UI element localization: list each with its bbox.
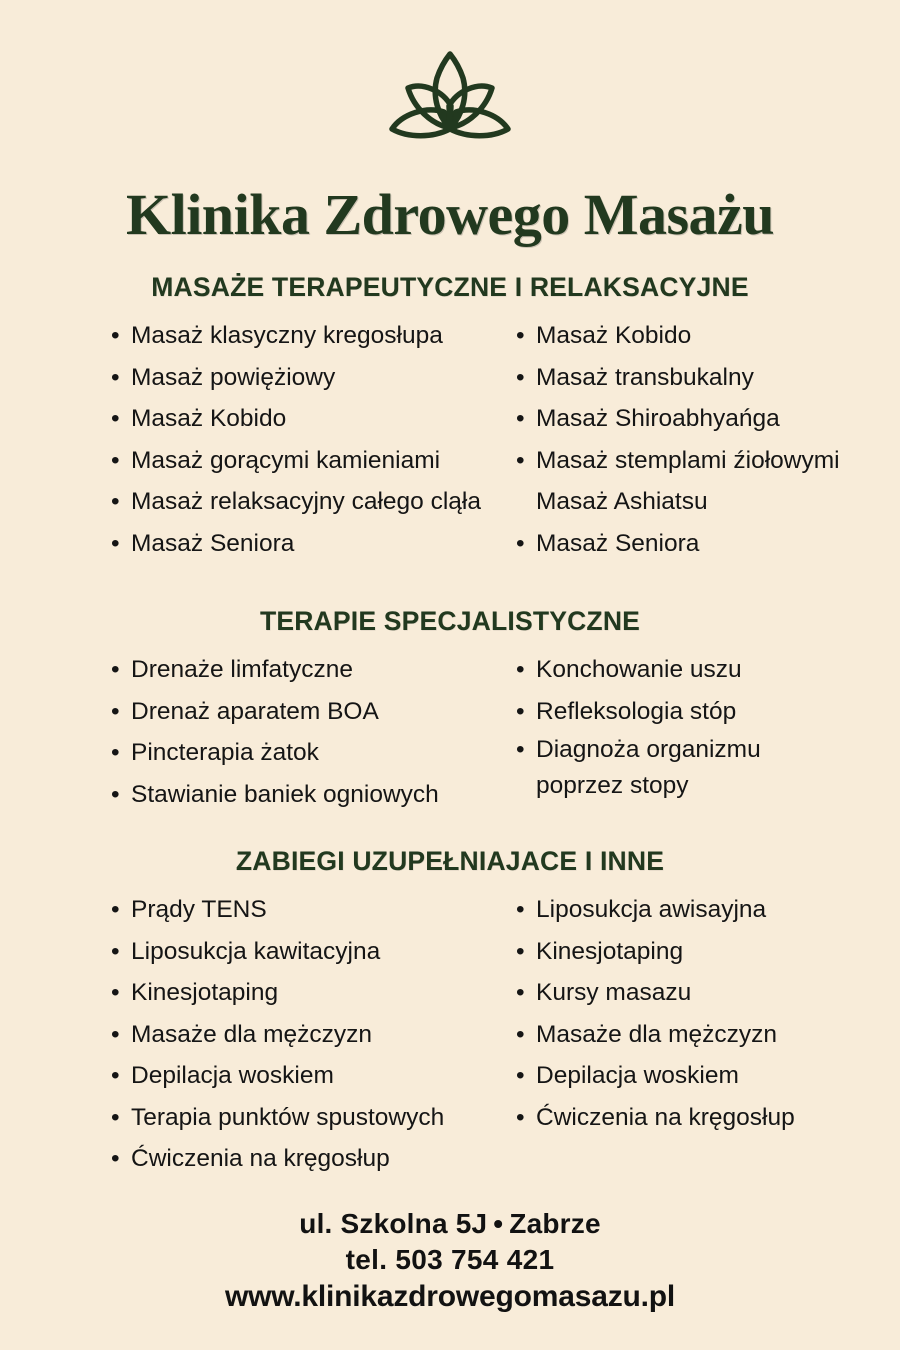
- list-item[interactable]: [515, 481, 900, 523]
- section-columns: [0, 649, 900, 829]
- list-item[interactable]: [515, 1097, 900, 1139]
- footer-dot-separator: •: [493, 1208, 504, 1239]
- bullet-icon: •: [111, 446, 120, 474]
- list-item-label: Ćwiczenia na kręgosłup: [536, 1103, 795, 1131]
- service-list-left: [110, 315, 510, 564]
- list-item[interactable]: [110, 481, 510, 523]
- list-item-label: Masaż stemplami źiołowymi: [536, 446, 840, 474]
- list-item-label: Drenaż aparatem BOA: [131, 697, 379, 725]
- bullet-icon: •: [516, 979, 525, 1006]
- bullet-icon: •: [111, 739, 120, 766]
- list-item[interactable]: [515, 357, 900, 399]
- list-item[interactable]: [110, 931, 510, 973]
- bullet-icon: •: [111, 937, 120, 965]
- list-item[interactable]: [515, 649, 900, 691]
- list-item[interactable]: [110, 889, 510, 931]
- bullet-icon: •: [516, 446, 525, 474]
- bullet-icon: •: [516, 1103, 525, 1131]
- list-item-label: Masaż Seniora: [536, 529, 700, 557]
- section-columns: [0, 889, 900, 1189]
- list-item-label: Masaż Shiroabhyańga: [536, 405, 780, 432]
- list-item[interactable]: [110, 315, 510, 357]
- list-item-label: Masaż gorącymi kamieniami: [131, 446, 441, 474]
- bullet-icon: •: [516, 697, 525, 725]
- bullet-icon: •: [111, 405, 120, 432]
- bullet-icon: •: [516, 896, 525, 923]
- list-item[interactable]: [110, 1097, 510, 1139]
- bullet-icon: •: [111, 1062, 120, 1089]
- bullet-icon: •: [516, 529, 525, 557]
- list-item-label: Masaż relaksacyjny całego cląła: [131, 488, 481, 515]
- list-item[interactable]: [515, 315, 900, 357]
- bullet-icon: •: [111, 363, 120, 391]
- bullet-icon: •: [111, 529, 120, 557]
- footer-contact: [0, 1206, 900, 1316]
- list-item-label: Prądy TENS: [131, 896, 267, 923]
- list-item[interactable]: [110, 649, 510, 691]
- list-item[interactable]: [110, 732, 510, 774]
- column-left: [110, 315, 510, 564]
- bullet-icon: •: [516, 1062, 525, 1089]
- list-item-label: Konchowanie uszu: [536, 656, 742, 683]
- list-item-label: Masaż Seniora: [131, 529, 295, 557]
- list-item[interactable]: [110, 691, 510, 733]
- section-columns: [0, 315, 900, 565]
- bullet-icon: •: [516, 1020, 525, 1048]
- column-left: [110, 649, 510, 815]
- list-item[interactable]: [515, 1055, 900, 1097]
- list-item[interactable]: [515, 889, 900, 931]
- bullet-icon: •: [111, 322, 120, 349]
- list-item-label: Liposukcja awisayjna: [536, 896, 767, 923]
- list-item[interactable]: [110, 774, 510, 816]
- footer-street: ul. Szkolna 5J: [299, 1208, 488, 1239]
- list-item-label: Masaż Kobido: [131, 405, 287, 432]
- list-item-label: Masaże dla mężczyzn: [131, 1020, 373, 1048]
- section-masaze: [0, 272, 900, 565]
- footer-phone[interactable]: tel. 503 754 421: [345, 1244, 555, 1275]
- service-list-right: [515, 315, 900, 564]
- list-item-label: Kursy masazu: [536, 979, 692, 1006]
- service-list-left: [110, 889, 510, 1180]
- list-item-label: Depilacja woskiem: [131, 1062, 334, 1089]
- list-item-label: Terapia punktów spustowych: [131, 1103, 445, 1131]
- list-item-label: Diagnoża organizmu poprzez stopy: [536, 736, 761, 799]
- bullet-icon: •: [111, 1145, 120, 1172]
- list-item[interactable]: [110, 1014, 510, 1056]
- section-terapie: [0, 606, 900, 829]
- bullet-icon: •: [516, 656, 525, 683]
- list-item[interactable]: [110, 440, 510, 482]
- list-item-label: Masaż klasyczny kregosłupa: [131, 322, 443, 349]
- bullet-icon: •: [111, 697, 120, 725]
- list-item-label: Stawianie baniek ogniowych: [131, 780, 439, 808]
- bullet-icon: •: [111, 780, 120, 808]
- list-item-label: Pincterapia żatok: [131, 739, 319, 766]
- list-item[interactable]: [110, 1055, 510, 1097]
- bullet-icon: •: [111, 488, 120, 515]
- column-right: [515, 315, 900, 564]
- section-heading-zabiegi: ZABIEGI UZUPEŁNIAJACE I INNE: [235, 846, 665, 876]
- list-item[interactable]: [110, 523, 510, 565]
- bullet-icon: •: [516, 736, 525, 763]
- list-item[interactable]: [515, 972, 900, 1014]
- column-left: [110, 889, 510, 1180]
- bullet-icon: •: [111, 979, 120, 1006]
- list-item[interactable]: [515, 931, 900, 973]
- list-item-label: Masaże dla mężczyzn: [536, 1020, 778, 1048]
- list-item[interactable]: [110, 972, 510, 1014]
- section-heading-masaze: MASAŻE TERAPEUTYCZNE I RELAKSACYJNE: [151, 272, 749, 302]
- list-item-label: Masaż transbukalny: [536, 363, 754, 391]
- footer-address: [0, 1206, 900, 1242]
- service-list-left: [110, 649, 510, 815]
- list-item-label: Liposukcja kawitacyjna: [131, 937, 381, 965]
- list-item[interactable]: [110, 398, 510, 440]
- bullet-icon: •: [516, 322, 525, 349]
- list-item[interactable]: [515, 523, 900, 565]
- list-item-label: Refleksologia stóp: [536, 697, 737, 725]
- column-right: [515, 889, 900, 1138]
- bullet-icon: •: [111, 656, 120, 683]
- bullet-icon: •: [111, 1103, 120, 1131]
- list-item-label: Kinesjotaping: [536, 937, 684, 965]
- section-heading-terapie: TERAPIE SPECJALISTYCZNE: [259, 606, 641, 636]
- list-item[interactable]: [515, 440, 900, 482]
- section-zabiegi: [0, 846, 900, 1189]
- bullet-icon: •: [111, 1020, 120, 1048]
- logo-container: [0, 44, 900, 144]
- bullet-icon: •: [111, 896, 120, 923]
- column-right: [515, 649, 900, 804]
- lotus-flower-icon: [370, 46, 530, 142]
- list-item-label: Masaż Kobido: [536, 322, 692, 349]
- list-item[interactable]: [515, 732, 816, 804]
- service-list-right: [515, 649, 900, 804]
- list-item[interactable]: [110, 1138, 510, 1180]
- bullet-icon: •: [516, 937, 525, 965]
- bullet-icon: •: [516, 363, 525, 391]
- footer-city: Zabrze: [509, 1208, 601, 1239]
- list-item-label: Kinesjotaping: [131, 979, 279, 1006]
- list-item-label: Masaż powiężiowy: [131, 363, 336, 391]
- footer-website[interactable]: www.klinikazdrowegomasazu.pl: [224, 1280, 676, 1313]
- list-item[interactable]: [515, 1014, 900, 1056]
- page-title: Klinika Zdrowego Masażu: [125, 181, 775, 247]
- list-item[interactable]: [515, 691, 900, 733]
- list-item[interactable]: [515, 398, 900, 440]
- bullet-icon: •: [516, 405, 525, 432]
- service-list-right: [515, 889, 900, 1138]
- list-item[interactable]: [110, 357, 510, 399]
- list-item-label: Depilacja woskiem: [536, 1062, 739, 1089]
- list-item-label: Ćwiczenia na kręgosłup: [131, 1145, 390, 1172]
- list-item-label: Masaż Ashiatsu: [536, 488, 708, 515]
- list-item-label: Drenaże limfatyczne: [131, 656, 353, 683]
